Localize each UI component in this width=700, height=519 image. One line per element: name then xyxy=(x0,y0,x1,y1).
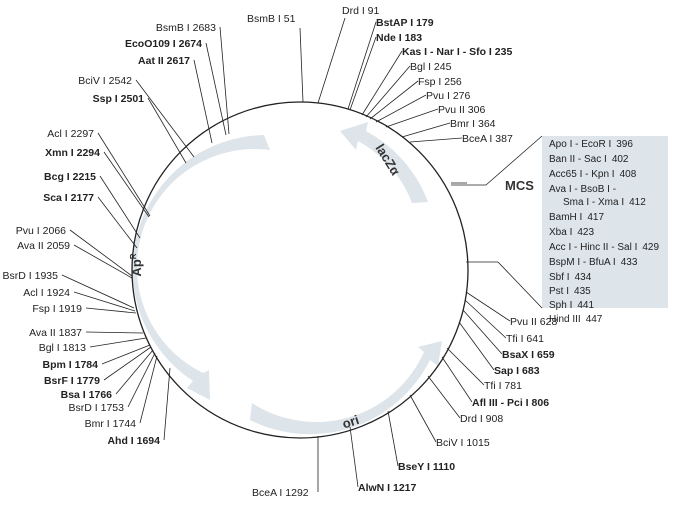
site-label: Bmr I 364 xyxy=(450,118,496,130)
site-leader-line xyxy=(86,332,143,333)
site-label: Pvu II 628 xyxy=(510,316,558,328)
site-leader-line xyxy=(98,133,150,216)
site-leader-line xyxy=(402,123,450,137)
site-label: Sap I 683 xyxy=(494,365,540,377)
site-label: Pvu II 306 xyxy=(438,104,486,116)
mcs-site: Acc I - Hinc II - Sal I 429 xyxy=(549,242,660,253)
site-label: Aat II 2617 xyxy=(138,55,190,67)
site-label: Tfi I 781 xyxy=(484,380,522,392)
ampr-arrow xyxy=(133,135,270,400)
site-leader-line xyxy=(98,197,137,248)
mcs-site: Ban II - Sac I 402 xyxy=(549,154,629,165)
site-leader-line xyxy=(386,109,438,127)
mcs-site: Xba I 423 xyxy=(549,227,595,238)
site-label: Pvu I 2066 xyxy=(15,225,66,237)
site-leader-line xyxy=(459,322,494,370)
site-label: Xmn I 2294 xyxy=(45,147,100,159)
site-label: Sca I 2177 xyxy=(43,192,94,204)
site-label: BsrD I 1935 xyxy=(2,270,58,282)
restriction-site xyxy=(410,133,513,145)
site-label: Bgl I 245 xyxy=(410,61,452,73)
mcs-site: BamH I 417 xyxy=(549,212,605,223)
site-label: Ava II 1837 xyxy=(29,327,82,339)
site-leader-line xyxy=(148,98,186,163)
svg-text:ApR xyxy=(129,253,144,276)
restriction-site xyxy=(138,55,212,143)
restriction-site xyxy=(29,327,143,339)
site-leader-line xyxy=(300,28,303,102)
site-label: BsrF I 1779 xyxy=(43,375,100,387)
site-label: Kas I - Nar I - Sfo I 235 xyxy=(402,46,513,58)
ampr-label-base: Ap xyxy=(129,259,144,277)
site-label: Fsp I 1919 xyxy=(32,303,82,315)
ampr-label-sup: R xyxy=(129,253,138,260)
site-label: BsmB I 51 xyxy=(247,13,296,25)
site-leader-line xyxy=(74,245,132,278)
restriction-site xyxy=(247,13,303,102)
site-label: BceA I 387 xyxy=(462,133,513,145)
site-label: Afl III - Pci I 806 xyxy=(472,397,550,409)
site-label: Tfi I 641 xyxy=(506,333,544,345)
ori-label-text: ori xyxy=(340,412,361,432)
ampr-label xyxy=(129,253,144,276)
mcs-site: Hind III 447 xyxy=(549,314,603,325)
mcs-site: Apo I - EcoR I 396 xyxy=(549,139,633,150)
site-leader-line xyxy=(70,230,132,276)
site-leader-line xyxy=(318,18,345,103)
site-label: Acl I 2297 xyxy=(47,128,94,140)
site-leader-line xyxy=(90,338,146,347)
site-leader-line xyxy=(164,368,170,440)
site-leader-line xyxy=(388,411,398,466)
site-leader-line xyxy=(104,152,149,217)
mcs-site: Sma I - Xma I 412 xyxy=(563,197,646,208)
plasmid-backbone-circle xyxy=(132,102,468,438)
mcs-site: BspM I - BfuA I 433 xyxy=(549,257,638,268)
site-label: Bpm I 1784 xyxy=(42,359,98,371)
site-label: Acl I 1924 xyxy=(23,287,70,299)
restriction-site xyxy=(125,38,226,135)
site-leader-line xyxy=(220,27,229,134)
site-label: Ssp I 2501 xyxy=(92,93,144,105)
site-leader-line xyxy=(194,60,212,143)
site-label: Fsp I 256 xyxy=(418,76,462,88)
site-label: EcoO109 I 2674 xyxy=(124,38,202,50)
lacz-label-text: lacZα xyxy=(372,141,404,179)
site-label: AlwN I 1217 xyxy=(358,482,417,494)
site-leader-line xyxy=(410,138,462,142)
restriction-site xyxy=(32,303,136,315)
restriction-site xyxy=(39,338,146,354)
mcs-site: Sph I 441 xyxy=(549,300,595,311)
site-label: Bcg I 2215 xyxy=(44,171,96,183)
site-label: Bsa I 1766 xyxy=(60,389,112,401)
mcs-site: Pst I 435 xyxy=(549,286,591,297)
site-label: BciV I 2542 xyxy=(78,75,132,87)
site-label: BsaX I 659 xyxy=(502,349,555,361)
mcs-label: MCS xyxy=(505,178,534,193)
site-leader-line xyxy=(102,345,150,364)
site-label: Pvu I 276 xyxy=(426,90,471,102)
site-leader-line xyxy=(370,81,418,119)
site-leader-line xyxy=(410,395,436,442)
mcs-connector xyxy=(451,136,542,308)
site-label: Drd I 908 xyxy=(460,413,504,425)
site-label: Bmr I 1744 xyxy=(84,418,136,430)
site-label: Nde I 183 xyxy=(376,32,423,44)
site-label: BceA I 1292 xyxy=(252,487,309,499)
site-label: BciV I 1015 xyxy=(436,437,490,449)
site-label: BsrD I 1753 xyxy=(68,402,124,414)
site-leader-line xyxy=(348,22,376,109)
site-label: BseY I 1110 xyxy=(398,461,456,473)
mcs-site: Ava I - BsoB I - xyxy=(549,184,617,195)
restriction-site xyxy=(78,75,194,157)
site-label: Ava II 2059 xyxy=(17,240,70,252)
site-label: Ahd I 1694 xyxy=(107,435,160,447)
mcs-site: Acc65 I - Kpn I 408 xyxy=(549,169,637,180)
site-label: BstAP I 179 xyxy=(376,17,434,29)
site-label: Drd I 91 xyxy=(342,5,380,17)
site-leader-line xyxy=(442,357,472,402)
site-leader-line xyxy=(206,43,226,135)
site-leader-line xyxy=(447,348,484,385)
site-label: BsmB I 2683 xyxy=(155,22,216,34)
mcs-site: Sbf I 434 xyxy=(549,272,592,283)
site-leader-line xyxy=(350,427,358,487)
site-label: Bgl I 1813 xyxy=(38,342,86,354)
site-leader-line xyxy=(428,376,460,418)
site-leader-line xyxy=(136,80,194,157)
restriction-site xyxy=(252,436,318,499)
